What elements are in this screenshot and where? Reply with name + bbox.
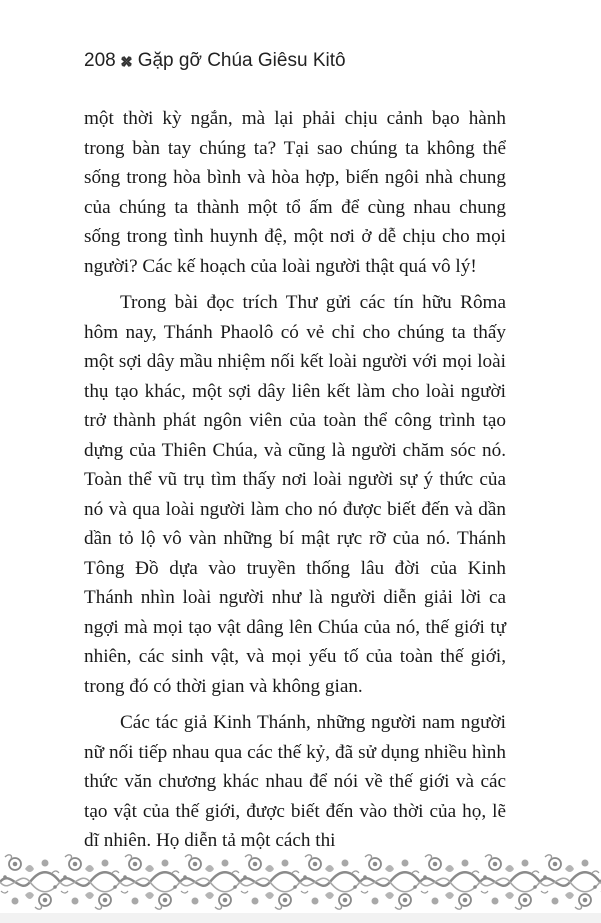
running-header <box>84 50 346 72</box>
floral-border-ornament-icon <box>0 851 601 913</box>
body-text <box>84 104 506 856</box>
bottom-margin-strip <box>0 913 601 923</box>
paragraph-2: Trong bài đọc trích Thư gửi các tín hữu Rôma hôm nay, Thánh Phaolô có vẻ chỉ cho chúng ta thấy một sợi dây mầu nhiệm nối kết loài người với mọi loài thụ tạo khác, một sợi dây liên kết làm cho loài người trở thành phát ngôn viên của toàn thể công trình tạo dựng của Thiên Chúa, và cũng là người chăm sóc nó. Toàn thể vũ trụ tìm thấy nơi loài người sự ý thức của nó và qua loài người làm cho nó được biết đến và dần dần tỏ lộ vô vàn những bí mật rực rỡ của nó. Thánh Tông Đồ dựa vào truyền thống lâu đời của Kinh Thánh nhìn loài người như là người diễn giải lời ca ngợi mà mọi tạo vật dâng lên Chúa của nó, thế giới tự nhiên, các sinh vật, và mọi yếu tố của toàn thế giới, trong đó có thời gian và không gian. <box>84 292 506 697</box>
paragraph-1: một thời kỳ ngắn, mà lại phải chịu cảnh bạo hành trong bàn tay chúng ta? Tại sao chúng ta không thể sống trong hòa bình và hòa hợp, biến ngôi nhà chung của chúng ta thành một tổ ấm để cùng nhau chung sống trong tình huynh đệ, một nơi ở dễ chịu cho mọi người? Các kế hoạch của loài người thật quá vô lý! <box>84 108 506 277</box>
maltese-cross-icon <box>120 55 133 68</box>
book-title: Gặp gỡ Chúa Giêsu Kitô <box>137 50 346 71</box>
page-number: 208 <box>84 50 116 71</box>
paragraph-3: Các tác giả Kinh Thánh, những người nam người nữ nối tiếp nhau qua các thế kỷ, đã sử dụng nhiều hình thức văn chương khác nhau để nói về thế giới và các tạo vật của thế giới, được biết đến vào thời của họ, lẽ dĩ nhiên. Họ diễn tả một cách thi <box>84 712 506 851</box>
